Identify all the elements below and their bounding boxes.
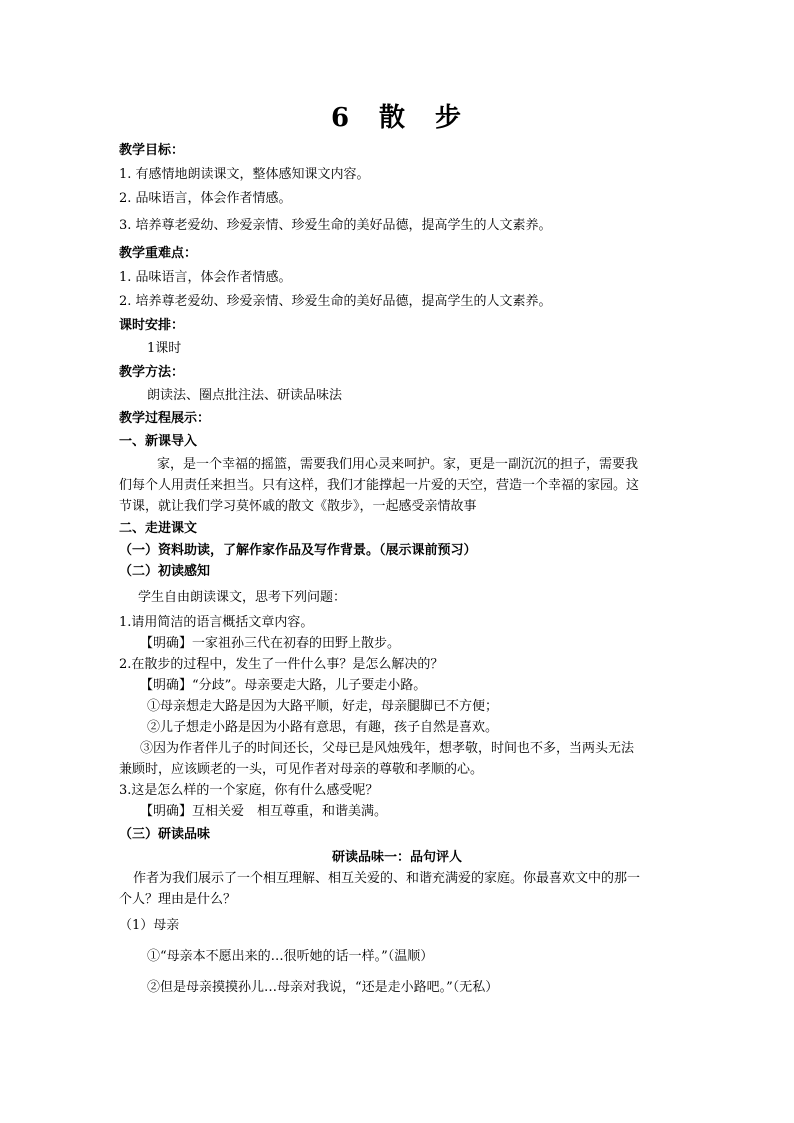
reading-prompt: 学生自由朗读课文，思考下列问题：	[138, 590, 347, 605]
process-heading: 教学过程展示：	[119, 411, 211, 426]
activity-paragraph-line: 个人？理由是什么？	[119, 892, 237, 907]
key-point-item: 1. 品味语言，体会作者情感。	[119, 270, 292, 285]
methods-value: 朗读法、圈点批注法、研读品味法	[147, 388, 343, 403]
answer-detail: ②儿子想走小路是因为小路有意思，有趣，孩子自然是喜欢。	[147, 720, 499, 735]
answer: 【明确】“分歧”。母亲要走大路，儿子要走小路。	[140, 678, 427, 693]
subsection-heading: （一）资料助读，了解作家作品及写作背景。（展示课前预习）	[119, 543, 477, 558]
objective-item: 1. 有感情地朗读课文，整体感知课文内容。	[119, 167, 370, 182]
intro-paragraph-line: 家，是一个幸福的摇篮，需要我们用心灵来呵护。家，更是一副沉沉的担子，需要我	[157, 457, 639, 472]
quote-line: ①“母亲本不愿出来的…很听她的话一样。”（温顺）	[147, 949, 434, 964]
schedule-heading: 课时安排：	[119, 318, 185, 333]
question: 1.请用简洁的语言概括文章内容。	[119, 615, 314, 630]
subsection-heading: （二）初读感知	[119, 564, 211, 579]
answer-detail: ③因为作者伴儿子的时间还长，父母已是风烛残年，想孝敬，时间也不多，当两头无法	[140, 741, 635, 756]
schedule-value: 1课时	[147, 341, 182, 356]
activity-paragraph-line: 作者为我们展示了一个相互理解、相互关爱的、和谐充满爱的家庭。你最喜欢文中的那一	[133, 871, 641, 886]
section1-heading: 一、新课导入	[119, 434, 198, 449]
objective-item: 2. 品味语言，体会作者情感。	[119, 191, 292, 206]
answer-detail: ①母亲想走大路是因为大路平顺，好走，母亲腿脚已不方便；	[147, 699, 499, 714]
page-title: 6 散 步	[330, 103, 464, 133]
answer: 【明确】一家祖孙三代在初春的田野上散步。	[140, 636, 401, 651]
intro-paragraph-line: 们每个人用责任来担当。只有这样，我们才能撑起一片爱的天空，营造一个幸福的家园。这	[119, 478, 640, 493]
objective-item: 3. 培养尊老爱幼、珍爱亲情、珍爱生命的美好品德，提高学生的人文素养。	[119, 218, 552, 233]
question: 2.在散步的过程中，发生了一件什么事？是怎么解决的？	[119, 657, 444, 672]
question: 3.这是怎么样的一个家庭，你有什么感受呢？	[119, 783, 379, 798]
intro-paragraph-line: 节课，就让我们学习莫怀戚的散文《散步》，一起感受亲情故事	[119, 499, 477, 514]
character-label: （1）母亲	[119, 918, 180, 933]
objectives-heading: 教学目标：	[119, 143, 185, 158]
section2-heading: 二、走进课文	[119, 521, 198, 536]
answer-detail: 兼顾时，应该顾老的一头，可见作者对母亲的尊敬和孝顺的心。	[119, 762, 484, 777]
activity-title: 研读品味一：品句评人	[331, 850, 462, 865]
key-points-heading: 教学重难点：	[119, 246, 198, 261]
quote-line: ②但是母亲摸摸孙儿…母亲对我说，“还是走小路吧。”（无私）	[147, 980, 499, 995]
methods-heading: 教学方法：	[119, 365, 185, 380]
subsection-heading: （三）研读品味	[119, 827, 211, 842]
key-point-item: 2. 培养尊老爱幼、珍爱亲情、珍爱生命的美好品德，提高学生的人文素养。	[119, 294, 552, 309]
answer: 【明确】互相关爱 相互尊重，和谐美满。	[140, 804, 388, 819]
